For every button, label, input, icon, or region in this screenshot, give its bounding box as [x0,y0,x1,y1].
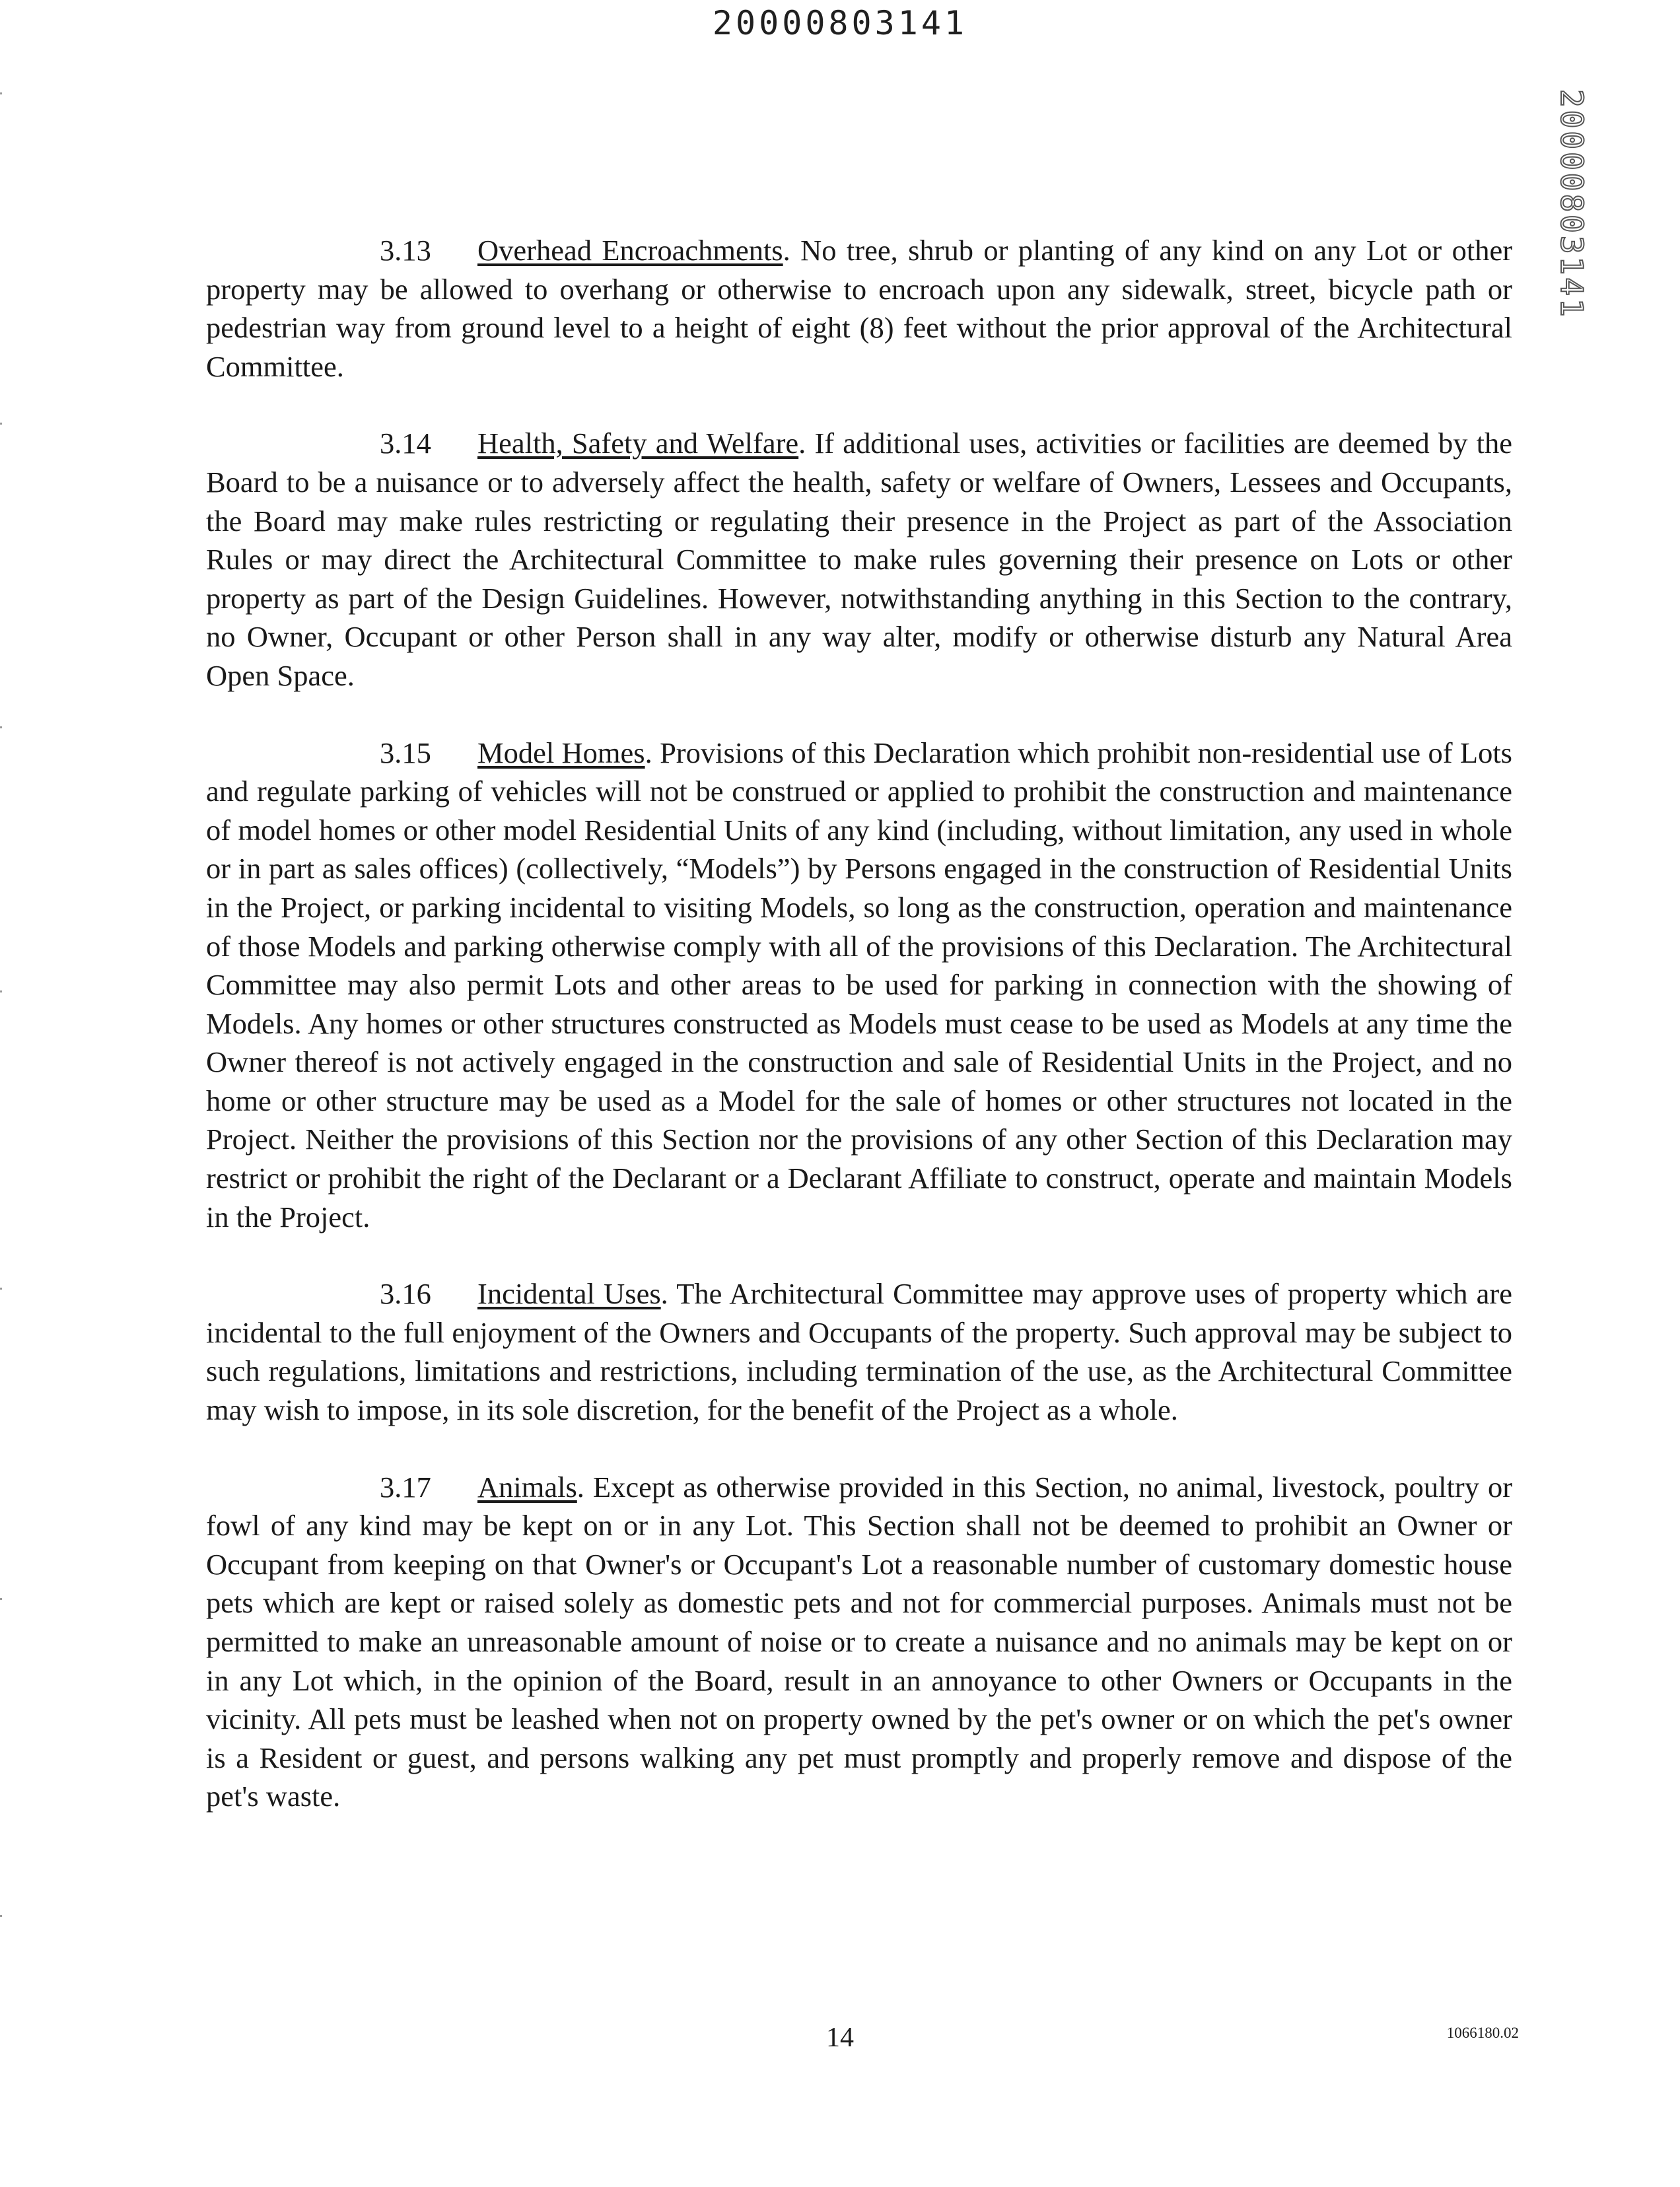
scan-mark [0,423,2,425]
section-3-15: 3.15 Model Homes. Provisions of this Declaration which prohibit non-residential use of Lots and regulate parking of vehicles will not be construed or applied to prohibit the construction and maintenance of model homes or other model Residential Units of any kind (including, without limitation, any used in whole or in part as sales offices) (collectively, “Models”) by Persons engaged in the construction of Residential Units in the Project, or parking incidental to visiting Models, so long as the construction, operation and maintenance of those Models and parking otherwise comply with all of the provisions of this Declaration. The Architectural Committee may also permit Lots and other areas to be used for parking in connection with the showing of Models. Any homes or other structures constructed as Models must cease to be used as Models at any time the Owner thereof is not actively engaged in the construction and sale of Residential Units in the Project, and no home or other structure may be used as a Model for the sale of homes or other structures not located in the Project. Neither the provisions of this Section nor the provisions of any other Section of this Declaration may restrict or prohibit the right of the Declarant or a Declarant Affiliate to construct, operate and maintain Models in the Project. [206,734,1512,1237]
document-body [206,231,1512,1854]
section-3-14: 3.14 Health, Safety and Welfare. If additional uses, activities or facilities are deemed by the Board to be a nuisance or to adversely affect the health, safety or welfare of Owners, Lessees and Occupants, the Board may make rules restricting or regulating their presence in the Project as part of the Association Rules or may direct the Architectural Committee to make rules governing their presence on Lots or other property as part of the Design Guidelines. However, notwithstanding anything in this Section to the contrary, no Owner, Occupant or other Person shall in any way alter, modify or otherwise disturb any Natural Area Open Space. [206,424,1512,695]
section-title: Overhead Encroachments [477,234,783,267]
scan-mark [0,1915,2,1917]
section-number: 3.16 [380,1277,431,1311]
section-number: 3.15 [380,736,431,769]
scan-mark [0,1288,2,1290]
scan-mark [0,92,2,94]
scan-mark [0,990,2,992]
section-title: Animals [477,1470,577,1504]
section-3-17: 3.17 Animals. Except as otherwise provided in this Section, no animal, livestock, poultry or fowl of any kind may be kept on or in any Lot. This Section shall not be deemed to prohibit an Owner or Occupant from keeping on that Owner's or Occupant's Lot a reasonable number of customary domestic house pets which are kept or raised solely as domestic pets and not for commercial purposes. Animals must not be permitted to make an unreasonable amount of noise or to create a nuisance and no animals may be kept on or in any Lot which, in the opinion of the Board, result in an annoyance to other Owners or Occupants in the vicinity. All pets must be leashed when not on property owned by the pet's owner or on which the pet's owner is a Resident or guest, and persons walking any pet must promptly and properly remove and dispose of the pet's waste. [206,1468,1512,1816]
section-number: 3.14 [380,427,431,460]
document-reference: 1066180.02 [1446,2025,1519,2041]
section-text: Except as otherwise provided in this Section, no animal, livestock, poultry or fowl of any kind may be kept on or in any Lot. This Section shall not be deemed to prohibit an Owner or Occupant from keeping on that Owner's or Occupant's Lot a reasonable number of customary domestic house pets which are kept or raised solely as domestic pets and not for commercial purposes. Animals must not be permitted to make an unreasonable amount of noise or to create a nuisance and no animals may be kept on or in any Lot which, in the opinion of the Board, result in an annoyance to other Owners or Occupants in the vicinity. All pets must be leashed when not on property owned by the pet's owner or on which the pet's owner is a Resident or guest, and persons walking any pet must promptly and properly remove and dispose of the pet's waste. [206,1470,1513,1813]
section-title: Incidental Uses [477,1277,661,1311]
section-text: No tree, shrub or planting of any kind on any Lot or other property may be allowed to overhang or otherwise to encroach upon any sidewalk, street, bicycle path or pedestrian way from ground level to a height of eight (8) feet without the prior approval of the Architectural Committee. [206,234,1513,383]
section-title: Health, Safety and Welfare [477,427,799,460]
section-text: Provisions of this Declaration which prohibit non-residential use of Lots and regulate parking of vehicles will not be construed or applied to prohibit the construction and maintenance of model homes or other model Residential Units of any kind (including, without limitation, any used in whole or in part as sales offices) (collectively, “Models”) by Persons engaged in the construction of Residential Units in the Project, or parking incidental to visiting Models, so long as the construction, operation and maintenance of those Models and parking otherwise comply with all of the provisions of this Declaration. The Architectural Committee may also permit Lots and other areas to be used for parking in connection with the showing of Models. Any homes or other structures constructed as Models must cease to be used as Models at any time the Owner thereof is not actively engaged in the construction and sale of Residential Units in the Project, and no home or other structure may be used as a Model for the sale of homes or other structures not located in the Project. Neither the provisions of this Section nor the provisions of any other Section of this Declaration may restrict or prohibit the right of the Declarant or a Declarant Affiliate to construct, operate and maintain Models in the Project. [206,736,1512,1233]
section-number: 3.17 [380,1470,431,1504]
section-title: Model Homes [477,736,645,769]
scan-mark [0,1598,2,1600]
page-number: 14 [826,2023,854,2053]
vertical-recording-stamp: 20000803141 [1554,89,1590,320]
section-number: 3.13 [380,234,431,267]
scan-mark [0,726,2,728]
section-text: If additional uses, activities or facilities are deemed by the Board to be a nuisance or to adversely affect the health, safety or welfare of Owners, Lessees and Occupants, the Board may make rules restricting or regulating their presence in the Project as part of the Association Rules or may direct the Architectural Committee to make rules governing their presence on Lots or other property as part of the Design Guidelines. However, notwithstanding anything in this Section to the contrary, no Owner, Occupant or other Person shall in any way alter, modify or otherwise disturb any Natural Area Open Space. [206,427,1513,692]
section-text: The Architectural Committee may approve uses of property which are incidental to the full enjoyment of the Owners and Occupants of the property. Such approval may be subject to such regulations, limitations and restrictions, including termination of the use, as the Architectural Committee may wish to impose, in its sole discretion, for the benefit of the Project as a whole. [206,1277,1512,1427]
section-3-13: 3.13 Overhead Encroachments. No tree, shrub or planting of any kind on any Lot or other property may be allowed to overhang or otherwise to encroach upon any sidewalk, street, bicycle path or pedestrian way from ground level to a height of eight (8) feet without the prior approval of the Architectural Committee. [206,231,1512,386]
section-3-16: 3.16 Incidental Uses. The Architectural Committee may approve uses of property which are incidental to the full enjoyment of the Owners and Occupants of the property. Such approval may be subject to such regulations, limitations and restrictions, including termination of the use, as the Architectural Committee may wish to impose, in its sole discretion, for the benefit of the Project as a whole. [206,1274,1512,1429]
recording-number-stamp: 20000803141 [712,4,968,42]
